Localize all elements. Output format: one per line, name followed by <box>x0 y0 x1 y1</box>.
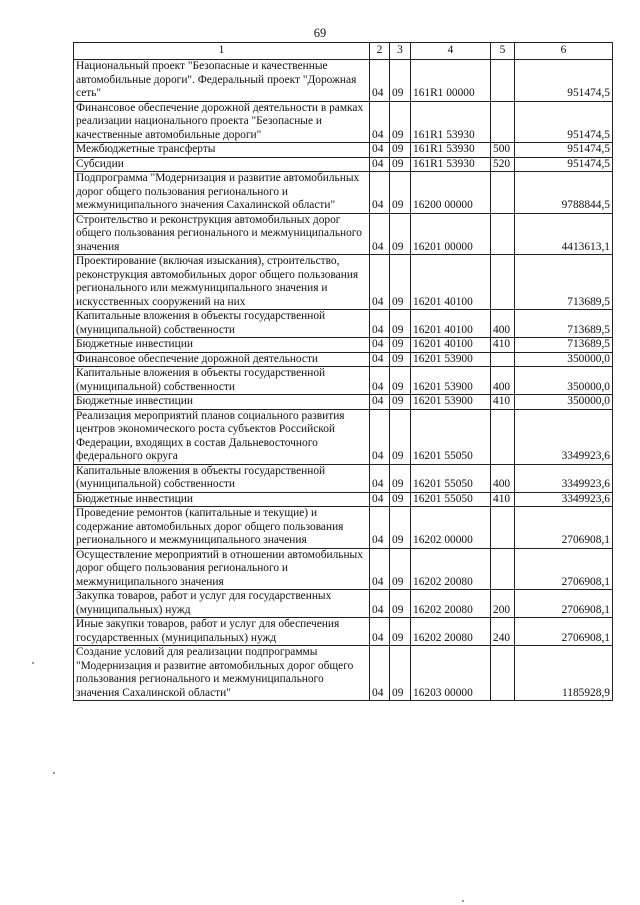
row-subsection: 09 <box>390 157 411 172</box>
row-subsection: 09 <box>390 172 411 214</box>
row-amount: 9788844,5 <box>515 172 613 214</box>
row-amount: 350000,0 <box>515 352 613 367</box>
row-subsection: 09 <box>390 464 411 492</box>
row-subsection: 09 <box>390 310 411 338</box>
table-row <box>74 172 613 214</box>
scan-speck <box>53 772 55 774</box>
row-section: 04 <box>370 618 390 646</box>
row-target-code: 16202 20080 <box>411 548 491 590</box>
row-target-code: 16202 20080 <box>411 590 491 618</box>
row-section: 04 <box>370 101 390 143</box>
row-subsection: 09 <box>390 507 411 549</box>
row-subsection: 09 <box>390 367 411 395</box>
row-target-code: 161R1 53930 <box>411 143 491 158</box>
row-section: 04 <box>370 590 390 618</box>
row-section: 04 <box>370 507 390 549</box>
row-name: Бюджетные инвестиции <box>74 338 370 353</box>
row-amount: 2706908,1 <box>515 548 613 590</box>
row-target-code: 16203 00000 <box>411 646 491 701</box>
row-amount: 713689,5 <box>515 255 613 310</box>
table-row <box>74 157 613 172</box>
row-target-code: 16201 40100 <box>411 310 491 338</box>
row-section: 04 <box>370 367 390 395</box>
table-row <box>74 255 613 310</box>
row-section: 04 <box>370 395 390 410</box>
row-subsection: 09 <box>390 352 411 367</box>
row-section: 04 <box>370 464 390 492</box>
row-target-code: 16201 53900 <box>411 395 491 410</box>
header-cell: 2 <box>370 43 390 60</box>
table-row <box>74 409 613 464</box>
row-amount: 2706908,1 <box>515 590 613 618</box>
header-cell: 5 <box>491 43 515 60</box>
header-cell: 1 <box>74 43 370 60</box>
row-amount: 3349923,6 <box>515 492 613 507</box>
row-expense-type: 240 <box>491 618 515 646</box>
row-section: 04 <box>370 352 390 367</box>
row-section: 04 <box>370 548 390 590</box>
row-expense-type: 400 <box>491 367 515 395</box>
row-expense-type <box>491 60 515 102</box>
table-row <box>74 464 613 492</box>
table-row <box>74 507 613 549</box>
row-section: 04 <box>370 172 390 214</box>
row-name: Национальный проект "Безопасные и качественные автомобильные дороги". Федеральный проект "Дорожная сеть" <box>74 60 370 102</box>
row-name: Создание условий для реализации подпрограммы "Модернизация и развитие автомобильных дорог общего пользования регионального и межмуниципального значения Сахалинской области" <box>74 646 370 701</box>
row-expense-type: 410 <box>491 395 515 410</box>
row-subsection: 09 <box>390 492 411 507</box>
row-name: Подпрограмма "Модернизация и развитие автомобильных дорог общего пользования регионального и межмуниципального значения Сахалинской области" <box>74 172 370 214</box>
row-expense-type <box>491 507 515 549</box>
row-target-code: 16201 40100 <box>411 255 491 310</box>
row-expense-type: 410 <box>491 338 515 353</box>
table-row <box>74 492 613 507</box>
row-expense-type: 500 <box>491 143 515 158</box>
row-section: 04 <box>370 143 390 158</box>
row-subsection: 09 <box>390 101 411 143</box>
row-section: 04 <box>370 255 390 310</box>
row-target-code: 16201 00000 <box>411 213 491 255</box>
row-name: Иные закупки товаров, работ и услуг для обеспечения государственных (муниципальных) нужд <box>74 618 370 646</box>
row-amount: 713689,5 <box>515 338 613 353</box>
row-subsection: 09 <box>390 395 411 410</box>
row-name: Проектирование (включая изыскания), строительство, реконструкция автомобильных дорог общего пользования регионального или межмуниципального значения и искусственных сооружений на них <box>74 255 370 310</box>
row-target-code: 161R1 53930 <box>411 101 491 143</box>
row-target-code: 161R1 00000 <box>411 60 491 102</box>
row-subsection: 09 <box>390 646 411 701</box>
scan-speck <box>32 662 34 664</box>
table-row <box>74 352 613 367</box>
row-amount: 951474,5 <box>515 60 613 102</box>
budget-table <box>73 42 613 701</box>
table-row <box>74 590 613 618</box>
row-name: Строительство и реконструкция автомобильных дорог общего пользования регионального и межмуниципального значения <box>74 213 370 255</box>
row-subsection: 09 <box>390 255 411 310</box>
row-subsection: 09 <box>390 618 411 646</box>
row-amount: 713689,5 <box>515 310 613 338</box>
row-amount: 2706908,1 <box>515 507 613 549</box>
table-row <box>74 367 613 395</box>
row-subsection: 09 <box>390 213 411 255</box>
row-name: Капитальные вложения в объекты государственной (муниципальной) собственности <box>74 367 370 395</box>
row-subsection: 09 <box>390 60 411 102</box>
row-target-code: 16202 20080 <box>411 618 491 646</box>
row-target-code: 16201 55050 <box>411 492 491 507</box>
row-name: Финансовое обеспечение дорожной деятельности в рамках реализации национального проекта "Безопасные и качественные автомобильные дороги" <box>74 101 370 143</box>
table-row <box>74 338 613 353</box>
header-row <box>74 43 613 60</box>
row-amount: 951474,5 <box>515 143 613 158</box>
row-expense-type: 400 <box>491 310 515 338</box>
row-target-code: 16202 00000 <box>411 507 491 549</box>
row-amount: 3349923,6 <box>515 464 613 492</box>
row-expense-type <box>491 101 515 143</box>
table-row <box>74 395 613 410</box>
row-name: Бюджетные инвестиции <box>74 395 370 410</box>
header-cell: 4 <box>411 43 491 60</box>
row-target-code: 16201 53900 <box>411 352 491 367</box>
row-expense-type <box>491 172 515 214</box>
table-row <box>74 143 613 158</box>
row-name: Субсидии <box>74 157 370 172</box>
row-name: Межбюджетные трансферты <box>74 143 370 158</box>
row-expense-type: 200 <box>491 590 515 618</box>
row-expense-type: 400 <box>491 464 515 492</box>
row-expense-type <box>491 352 515 367</box>
header-cell: 3 <box>390 43 411 60</box>
row-subsection: 09 <box>390 143 411 158</box>
row-subsection: 09 <box>390 338 411 353</box>
scan-speck <box>462 900 464 902</box>
row-expense-type <box>491 213 515 255</box>
row-subsection: 09 <box>390 590 411 618</box>
table-row <box>74 101 613 143</box>
row-name: Капитальные вложения в объекты государственной (муниципальной) собственности <box>74 310 370 338</box>
table-row <box>74 213 613 255</box>
row-expense-type <box>491 646 515 701</box>
page-number: 69 <box>313 26 327 40</box>
row-target-code: 16201 55050 <box>411 409 491 464</box>
row-expense-type: 410 <box>491 492 515 507</box>
row-amount: 4413613,1 <box>515 213 613 255</box>
row-section: 04 <box>370 213 390 255</box>
row-subsection: 09 <box>390 548 411 590</box>
row-expense-type <box>491 548 515 590</box>
row-target-code: 161R1 53930 <box>411 157 491 172</box>
row-amount: 951474,5 <box>515 101 613 143</box>
row-name: Капитальные вложения в объекты государственной (муниципальной) собственности <box>74 464 370 492</box>
row-target-code: 16201 53900 <box>411 367 491 395</box>
row-section: 04 <box>370 60 390 102</box>
table-row <box>74 618 613 646</box>
row-amount: 3349923,6 <box>515 409 613 464</box>
row-section: 04 <box>370 646 390 701</box>
table-row <box>74 646 613 701</box>
row-amount: 350000,0 <box>515 367 613 395</box>
row-amount: 2706908,1 <box>515 618 613 646</box>
row-expense-type <box>491 255 515 310</box>
row-section: 04 <box>370 492 390 507</box>
row-name: Реализация мероприятий планов социального развития центров экономического роста субъектов Российской Федерации, входящих в состав Дальневосточного федерального округа <box>74 409 370 464</box>
row-name: Проведение ремонтов (капитальные и текущие) и содержание автомобильных дорог общего пользования регионального и межмуниципального значения <box>74 507 370 549</box>
table-row <box>74 310 613 338</box>
table-row <box>74 60 613 102</box>
row-name: Финансовое обеспечение дорожной деятельности <box>74 352 370 367</box>
row-section: 04 <box>370 157 390 172</box>
row-amount: 951474,5 <box>515 157 613 172</box>
row-section: 04 <box>370 338 390 353</box>
row-expense-type: 520 <box>491 157 515 172</box>
table-row <box>74 548 613 590</box>
row-amount: 1185928,9 <box>515 646 613 701</box>
row-name: Осуществление мероприятий в отношении автомобильных дорог общего пользования регионального и межмуниципального значения <box>74 548 370 590</box>
row-name: Бюджетные инвестиции <box>74 492 370 507</box>
row-name: Закупка товаров, работ и услуг для государственных (муниципальных) нужд <box>74 590 370 618</box>
row-target-code: 16201 40100 <box>411 338 491 353</box>
row-amount: 350000,0 <box>515 395 613 410</box>
row-section: 04 <box>370 409 390 464</box>
row-section: 04 <box>370 310 390 338</box>
row-target-code: 16200 00000 <box>411 172 491 214</box>
header-cell: 6 <box>515 43 613 60</box>
row-expense-type <box>491 409 515 464</box>
row-subsection: 09 <box>390 409 411 464</box>
row-target-code: 16201 55050 <box>411 464 491 492</box>
